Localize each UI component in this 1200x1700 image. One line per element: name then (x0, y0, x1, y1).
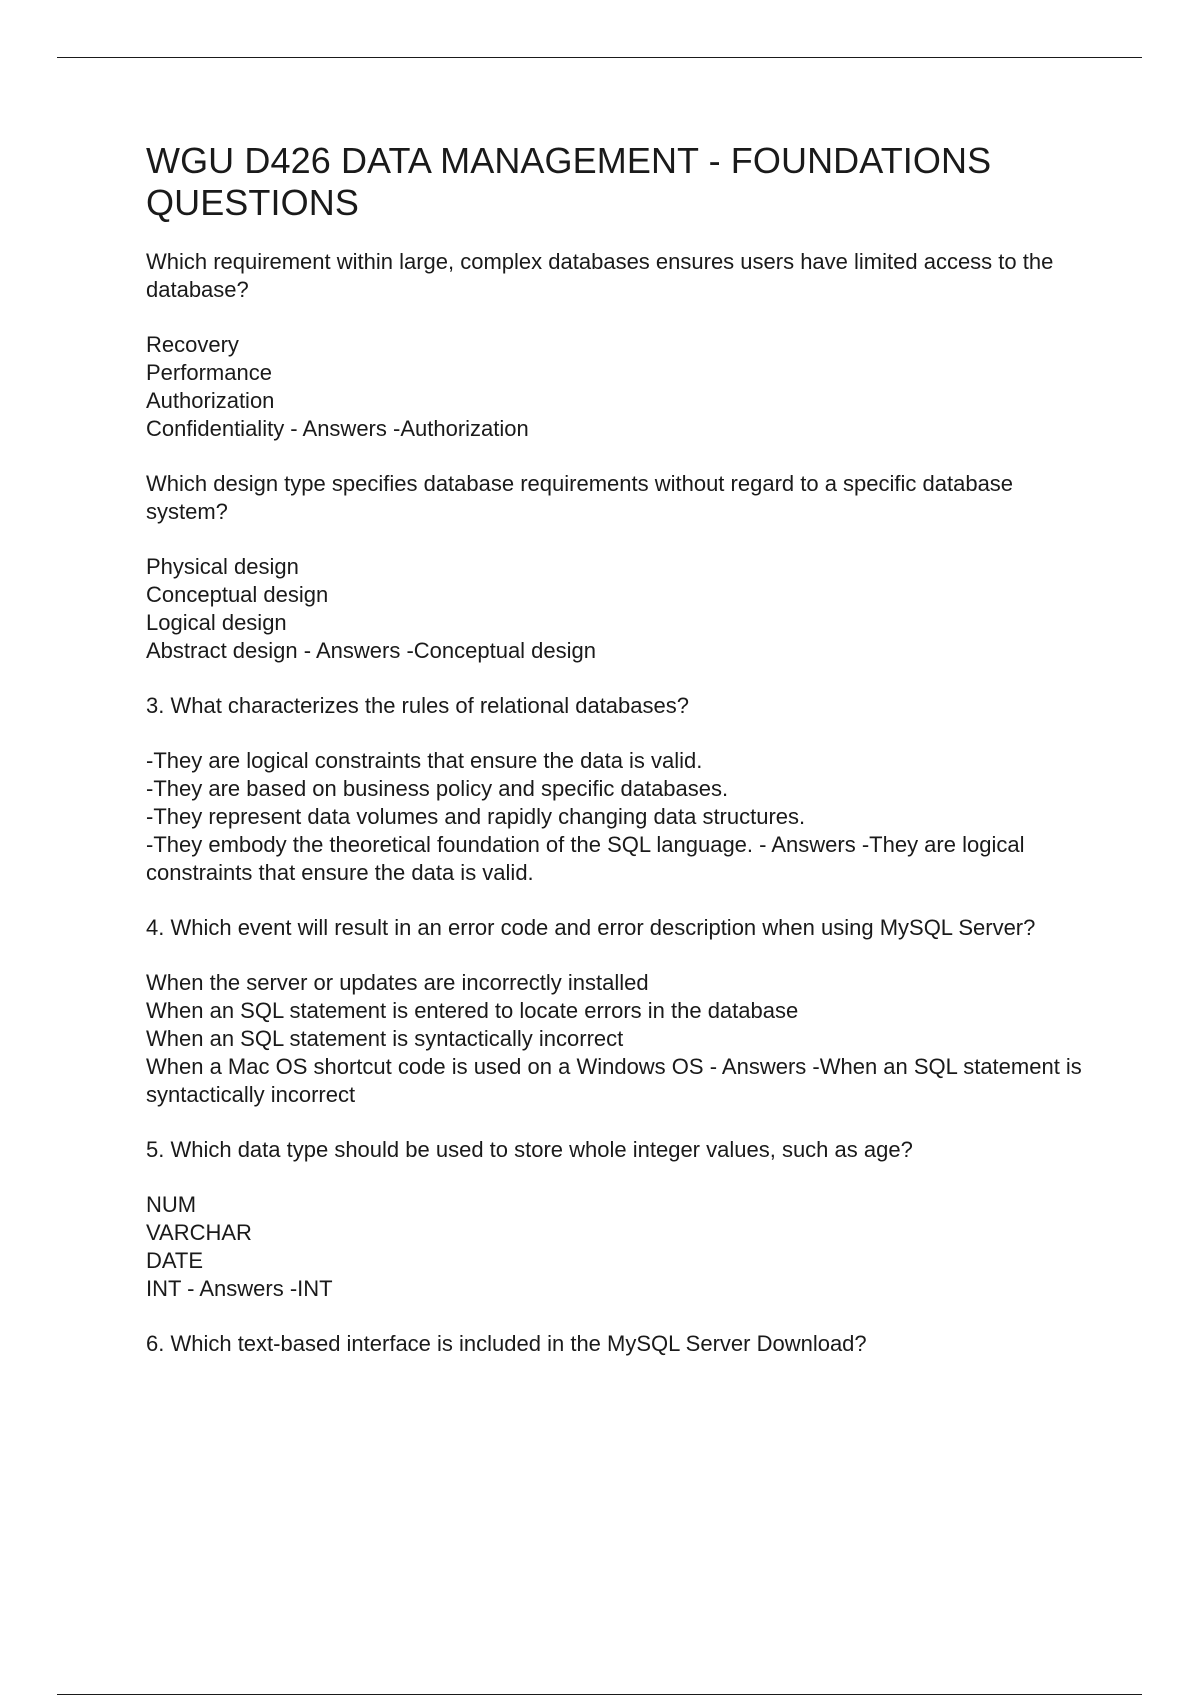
bottom-rule (57, 1694, 1142, 1695)
option-with-answer: INT - Answers -INT (146, 1276, 333, 1301)
answer-options (146, 969, 1086, 1109)
option-with-answer: When a Mac OS shortcut code is used on a Windows OS - Answers -When an SQL statement is syntactically incorrect (146, 1054, 1082, 1107)
question-6: 6. Which text-based interface is included in the MySQL Server Download? (146, 1331, 867, 1356)
question-text (146, 692, 1086, 720)
option: DATE (146, 1248, 204, 1273)
answer-options (146, 1191, 1086, 1303)
question-5: 5. Which data type should be used to store whole integer values, such as age? (146, 1137, 913, 1162)
question-text (146, 1136, 1086, 1164)
option: When an SQL statement is syntactically incorrect (146, 1026, 624, 1051)
option-with-answer: Abstract design - Answers -Conceptual design (146, 638, 597, 663)
option: -They are based on business policy and specific databases. (146, 776, 729, 801)
document-page (146, 140, 1086, 1385)
question-1: Which requirement within large, complex databases ensures users have limited access to the database? (146, 249, 1054, 302)
top-rule (57, 57, 1142, 58)
question-3: 3. What characterizes the rules of relational databases? (146, 693, 689, 718)
option: -They are logical constraints that ensure the data is valid. (146, 748, 703, 773)
question-text (146, 914, 1086, 942)
option: -They represent data volumes and rapidly changing data structures. (146, 804, 806, 829)
option: NUM (146, 1192, 197, 1217)
option: Physical design (146, 554, 299, 579)
question-4: 4. Which event will result in an error code and error description when using MySQL Server? (146, 915, 1036, 940)
answer-options (146, 331, 1086, 443)
option-with-answer: -They embody the theoretical foundation of the SQL language. - Answers -They are logical constraints that ensure the data is valid. (146, 832, 1025, 885)
page-title: WGU D426 DATA MANAGEMENT - FOUNDATIONS QUESTIONS (146, 140, 992, 223)
option-with-answer: Confidentiality - Answers -Authorization (146, 416, 529, 441)
answer-options (146, 747, 1086, 887)
option: Recovery (146, 332, 239, 357)
option: Logical design (146, 610, 287, 635)
option: When an SQL statement is entered to locate errors in the database (146, 998, 799, 1023)
option: When the server or updates are incorrectly installed (146, 970, 649, 995)
question-text (146, 1330, 1086, 1358)
option: VARCHAR (146, 1220, 252, 1245)
answer-options (146, 553, 1086, 665)
option: Conceptual design (146, 582, 329, 607)
question-text (146, 248, 1086, 304)
option: Authorization (146, 388, 275, 413)
option: Performance (146, 360, 272, 385)
question-2: Which design type specifies database requirements without regard to a specific database system? (146, 471, 1014, 524)
question-text (146, 470, 1086, 526)
